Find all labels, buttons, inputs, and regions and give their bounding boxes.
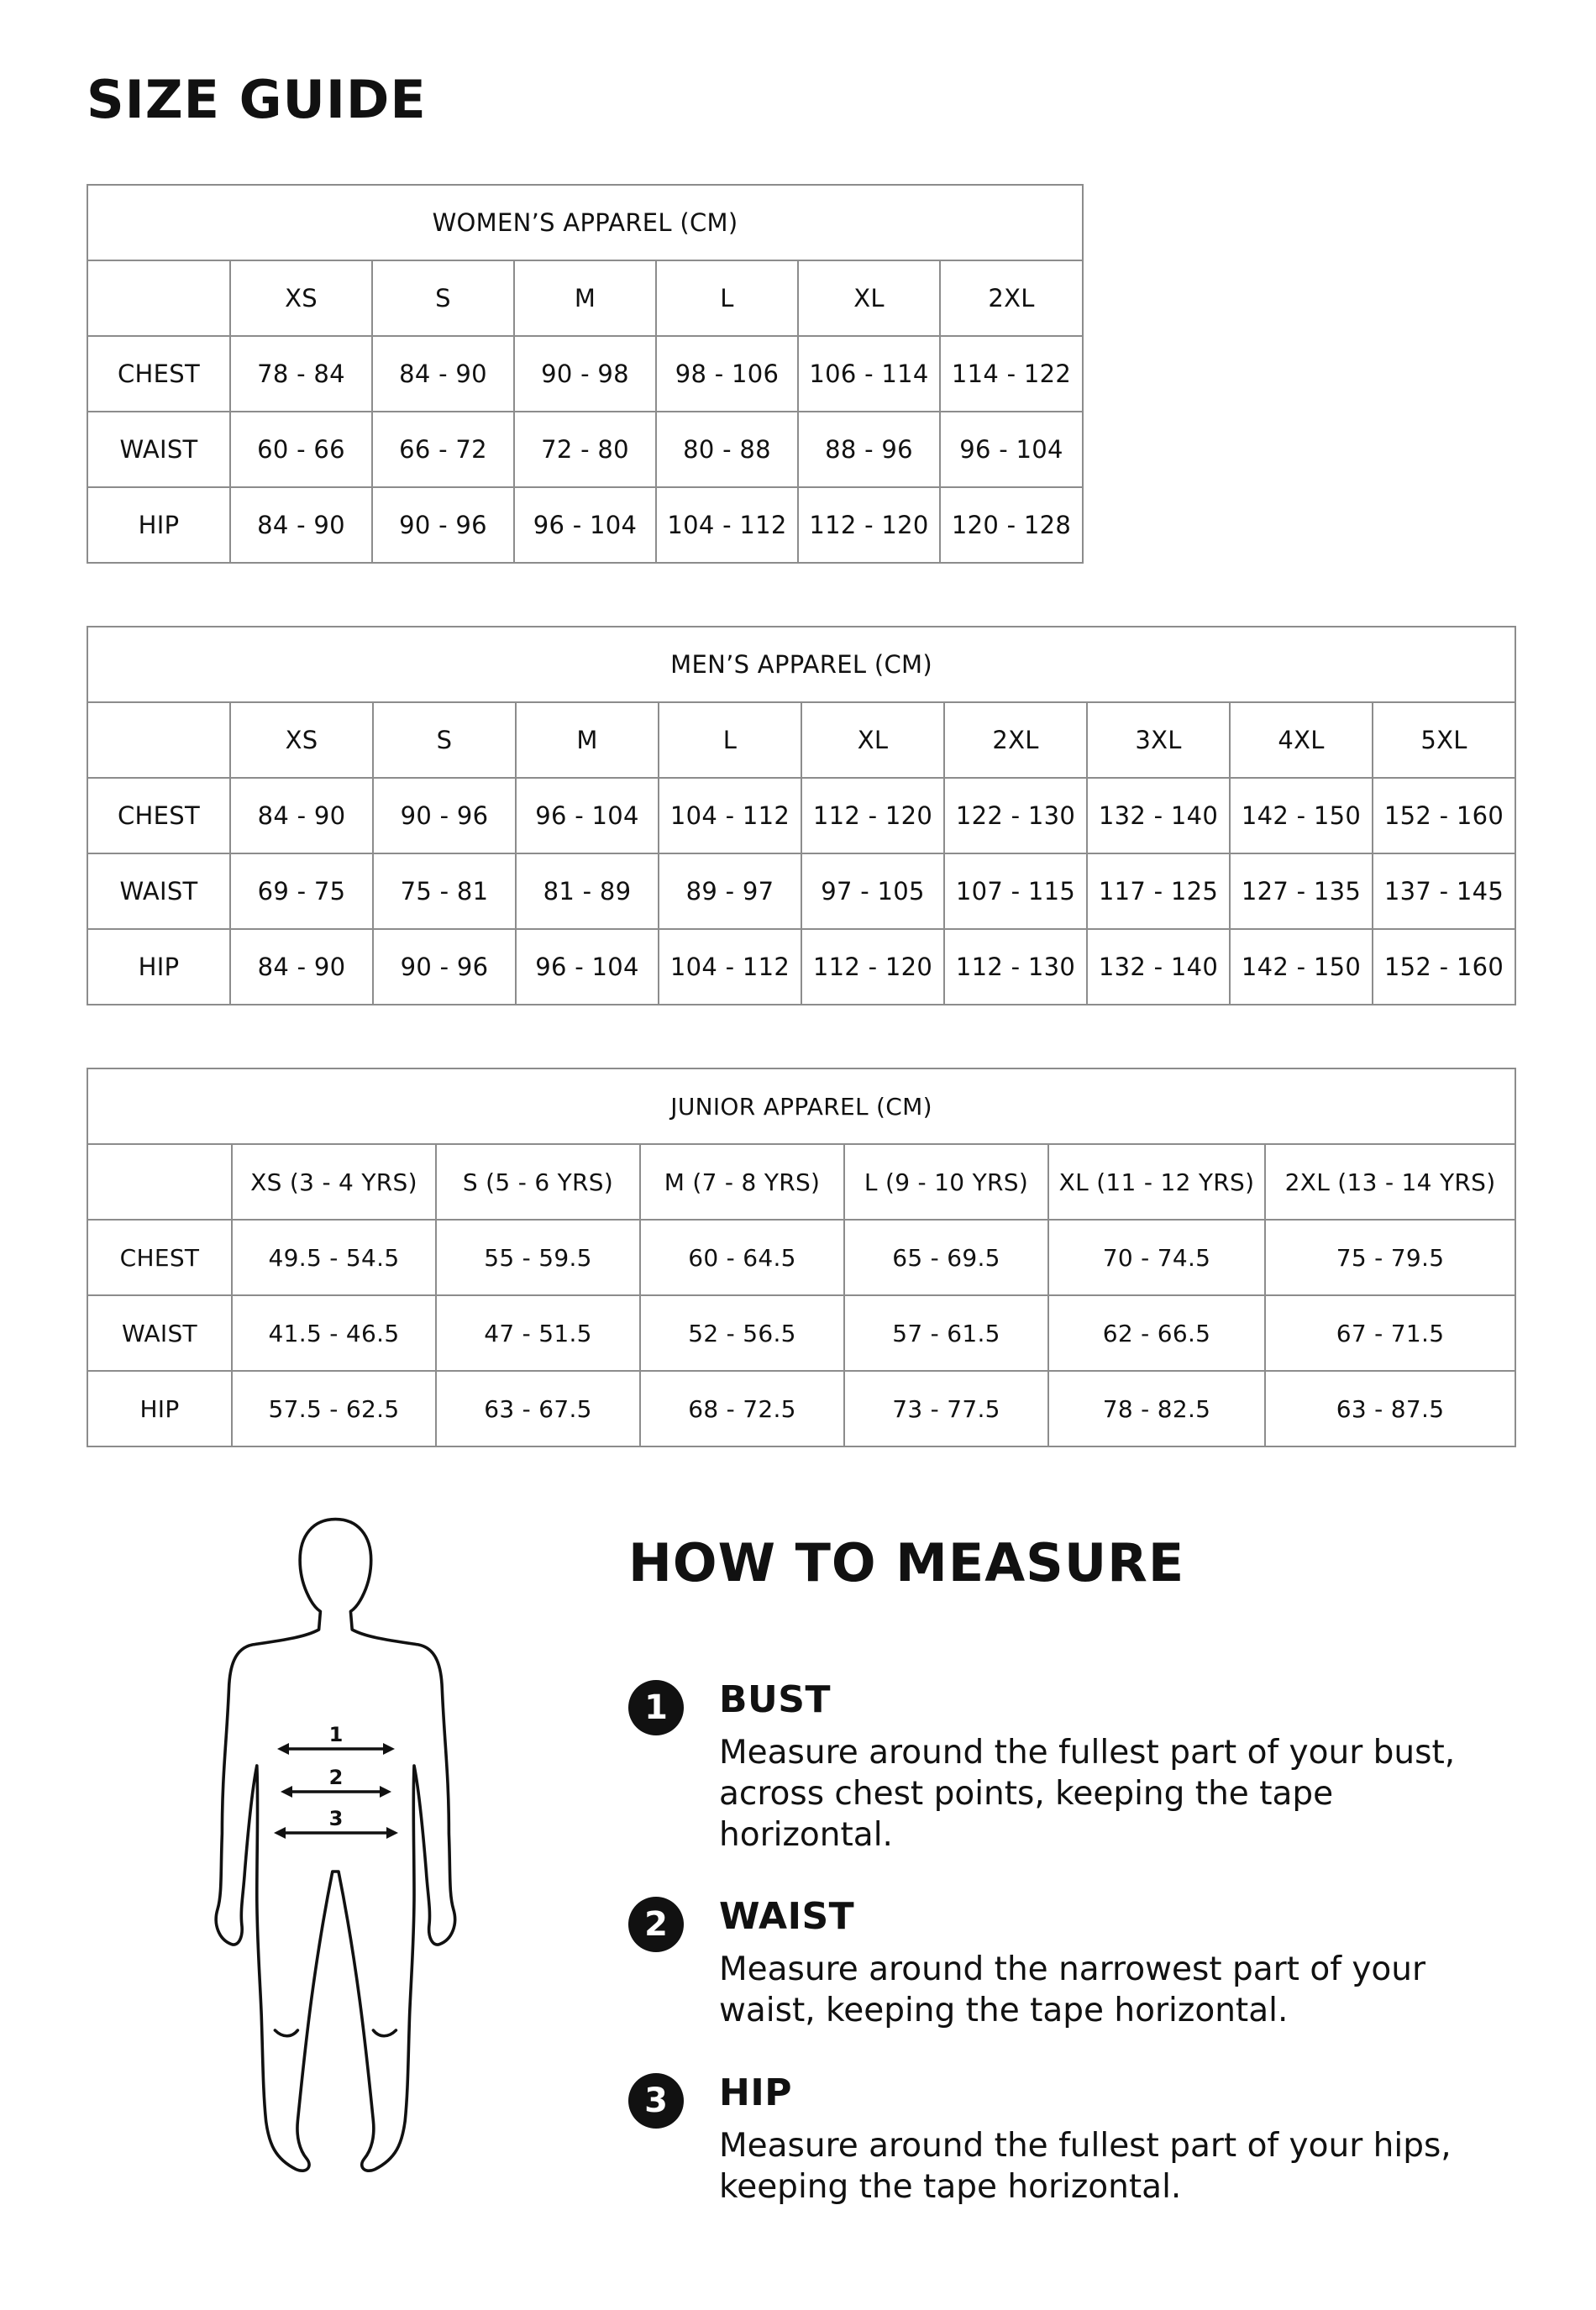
men-size-table bbox=[87, 626, 1516, 1005]
men-header-row bbox=[87, 702, 1515, 778]
size-header: 3XL bbox=[1087, 702, 1230, 778]
junior-header-row bbox=[87, 1144, 1515, 1220]
table-cell: 66 - 72 bbox=[372, 412, 514, 487]
table-cell: 106 - 114 bbox=[798, 336, 940, 412]
table-cell: 88 - 96 bbox=[798, 412, 940, 487]
row-label: CHEST bbox=[87, 778, 230, 853]
table-cell: 90 - 96 bbox=[373, 778, 516, 853]
marker-1: 1 bbox=[328, 1723, 344, 1746]
table-cell: 132 - 140 bbox=[1087, 929, 1230, 1005]
table-cell: 90 - 96 bbox=[372, 487, 514, 563]
table-cell: 152 - 160 bbox=[1373, 778, 1515, 853]
table-cell: 96 - 104 bbox=[516, 929, 659, 1005]
table-cell: 104 - 112 bbox=[659, 929, 801, 1005]
table-row bbox=[87, 336, 1083, 412]
table-cell: 112 - 120 bbox=[801, 778, 944, 853]
body-outline-illustration bbox=[210, 1516, 462, 2255]
page-title: SIZE GUIDE bbox=[87, 69, 427, 130]
table-cell: 84 - 90 bbox=[372, 336, 514, 412]
marker-3: 3 bbox=[328, 1807, 344, 1830]
table-row bbox=[87, 1220, 1515, 1295]
table-cell: 81 - 89 bbox=[516, 853, 659, 929]
table-row bbox=[87, 1371, 1515, 1446]
table-cell: 65 - 69.5 bbox=[844, 1220, 1048, 1295]
table-cell: 96 - 104 bbox=[514, 487, 656, 563]
body-figure bbox=[210, 1516, 462, 2255]
row-label: HIP bbox=[87, 487, 230, 563]
table-cell: 41.5 - 46.5 bbox=[232, 1295, 436, 1371]
table-row bbox=[87, 853, 1515, 929]
table-row bbox=[87, 778, 1515, 853]
size-header: XS bbox=[230, 702, 373, 778]
row-label: HIP bbox=[87, 929, 230, 1005]
table-cell: 104 - 112 bbox=[659, 778, 801, 853]
row-label: CHEST bbox=[87, 336, 230, 412]
table-cell: 68 - 72.5 bbox=[640, 1371, 844, 1446]
table-row bbox=[87, 1295, 1515, 1371]
table-cell: 52 - 56.5 bbox=[640, 1295, 844, 1371]
row-label: WAIST bbox=[87, 412, 230, 487]
table-cell: 127 - 135 bbox=[1230, 853, 1373, 929]
table-cell: 152 - 160 bbox=[1373, 929, 1515, 1005]
row-label: CHEST bbox=[87, 1220, 232, 1295]
table-cell: 112 - 130 bbox=[944, 929, 1087, 1005]
table-cell: 69 - 75 bbox=[230, 853, 373, 929]
table-cell: 47 - 51.5 bbox=[436, 1295, 640, 1371]
size-header: 2XL bbox=[944, 702, 1087, 778]
table-cell: 98 - 106 bbox=[656, 336, 798, 412]
table-cell: 122 - 130 bbox=[944, 778, 1087, 853]
table-cell: 75 - 79.5 bbox=[1265, 1220, 1515, 1295]
men-table-caption: MEN’S APPAREL (CM) bbox=[87, 627, 1515, 702]
table-cell: 60 - 64.5 bbox=[640, 1220, 844, 1295]
table-cell: 78 - 82.5 bbox=[1048, 1371, 1265, 1446]
step-description: Measure around the fullest part of your bust, across chest points, keeping the tape horizontal. bbox=[719, 1734, 1456, 1854]
step-number-badge: 3 bbox=[628, 2073, 684, 2129]
row-label: WAIST bbox=[87, 853, 230, 929]
table-cell: 63 - 67.5 bbox=[436, 1371, 640, 1446]
size-header: 2XL bbox=[940, 260, 1083, 336]
size-header: M bbox=[514, 260, 656, 336]
size-header: M (7 - 8 YRS) bbox=[640, 1144, 844, 1220]
step-description: Measure around the fullest part of your hips, keeping the tape horizontal. bbox=[719, 2127, 1452, 2206]
size-header: 4XL bbox=[1230, 702, 1373, 778]
table-cell: 80 - 88 bbox=[656, 412, 798, 487]
table-cell: 49.5 - 54.5 bbox=[232, 1220, 436, 1295]
table-cell: 120 - 128 bbox=[940, 487, 1083, 563]
table-cell: 112 - 120 bbox=[801, 929, 944, 1005]
size-header: S bbox=[373, 702, 516, 778]
corner-cell bbox=[87, 702, 230, 778]
table-cell: 107 - 115 bbox=[944, 853, 1087, 929]
women-header-row bbox=[87, 260, 1083, 336]
size-header: M bbox=[516, 702, 659, 778]
table-cell: 75 - 81 bbox=[373, 853, 516, 929]
how-to-measure-title: HOW TO MEASURE bbox=[628, 1532, 1185, 1593]
table-row bbox=[87, 487, 1083, 563]
table-cell: 57 - 61.5 bbox=[844, 1295, 1048, 1371]
table-cell: 114 - 122 bbox=[940, 336, 1083, 412]
corner-cell bbox=[87, 1144, 232, 1220]
table-cell: 62 - 66.5 bbox=[1048, 1295, 1265, 1371]
table-row bbox=[87, 929, 1515, 1005]
row-label: HIP bbox=[87, 1371, 232, 1446]
size-header: L bbox=[656, 260, 798, 336]
row-label: WAIST bbox=[87, 1295, 232, 1371]
step-description: Measure around the narrowest part of your waist, keeping the tape horizontal. bbox=[719, 1950, 1426, 2029]
women-size-table bbox=[87, 184, 1084, 564]
step-heading: HIP bbox=[719, 2071, 792, 2114]
table-cell: 132 - 140 bbox=[1087, 778, 1230, 853]
junior-table-caption: JUNIOR APPAREL (CM) bbox=[87, 1068, 1515, 1144]
size-header: XL bbox=[798, 260, 940, 336]
size-header: XL (11 - 12 YRS) bbox=[1048, 1144, 1265, 1220]
size-header: XS bbox=[230, 260, 372, 336]
table-cell: 137 - 145 bbox=[1373, 853, 1515, 929]
size-header: L (9 - 10 YRS) bbox=[844, 1144, 1048, 1220]
table-cell: 55 - 59.5 bbox=[436, 1220, 640, 1295]
step-heading: BUST bbox=[719, 1678, 831, 1721]
table-cell: 96 - 104 bbox=[940, 412, 1083, 487]
table-cell: 70 - 74.5 bbox=[1048, 1220, 1265, 1295]
table-cell: 142 - 150 bbox=[1230, 929, 1373, 1005]
table-cell: 72 - 80 bbox=[514, 412, 656, 487]
size-header: 2XL (13 - 14 YRS) bbox=[1265, 1144, 1515, 1220]
step-heading: WAIST bbox=[719, 1895, 855, 1938]
size-header: XL bbox=[801, 702, 944, 778]
table-cell: 89 - 97 bbox=[659, 853, 801, 929]
marker-2: 2 bbox=[328, 1766, 344, 1789]
women-table-caption: WOMEN’S APPAREL (CM) bbox=[87, 185, 1083, 260]
table-cell: 84 - 90 bbox=[230, 487, 372, 563]
table-cell: 112 - 120 bbox=[798, 487, 940, 563]
size-header: S bbox=[372, 260, 514, 336]
table-cell: 63 - 87.5 bbox=[1265, 1371, 1515, 1446]
size-header: XS (3 - 4 YRS) bbox=[232, 1144, 436, 1220]
table-cell: 117 - 125 bbox=[1087, 853, 1230, 929]
table-cell: 57.5 - 62.5 bbox=[232, 1371, 436, 1446]
size-header: L bbox=[659, 702, 801, 778]
table-cell: 90 - 98 bbox=[514, 336, 656, 412]
table-cell: 84 - 90 bbox=[230, 929, 373, 1005]
table-cell: 96 - 104 bbox=[516, 778, 659, 853]
table-cell: 84 - 90 bbox=[230, 778, 373, 853]
corner-cell bbox=[87, 260, 230, 336]
size-header: S (5 - 6 YRS) bbox=[436, 1144, 640, 1220]
table-cell: 67 - 71.5 bbox=[1265, 1295, 1515, 1371]
table-cell: 60 - 66 bbox=[230, 412, 372, 487]
table-cell: 104 - 112 bbox=[656, 487, 798, 563]
table-row bbox=[87, 412, 1083, 487]
step-number-badge: 2 bbox=[628, 1897, 684, 1952]
size-header: 5XL bbox=[1373, 702, 1515, 778]
table-cell: 97 - 105 bbox=[801, 853, 944, 929]
table-cell: 90 - 96 bbox=[373, 929, 516, 1005]
junior-size-table bbox=[87, 1068, 1516, 1447]
table-cell: 73 - 77.5 bbox=[844, 1371, 1048, 1446]
table-cell: 142 - 150 bbox=[1230, 778, 1373, 853]
step-number-badge: 1 bbox=[628, 1680, 684, 1735]
table-cell: 78 - 84 bbox=[230, 336, 372, 412]
